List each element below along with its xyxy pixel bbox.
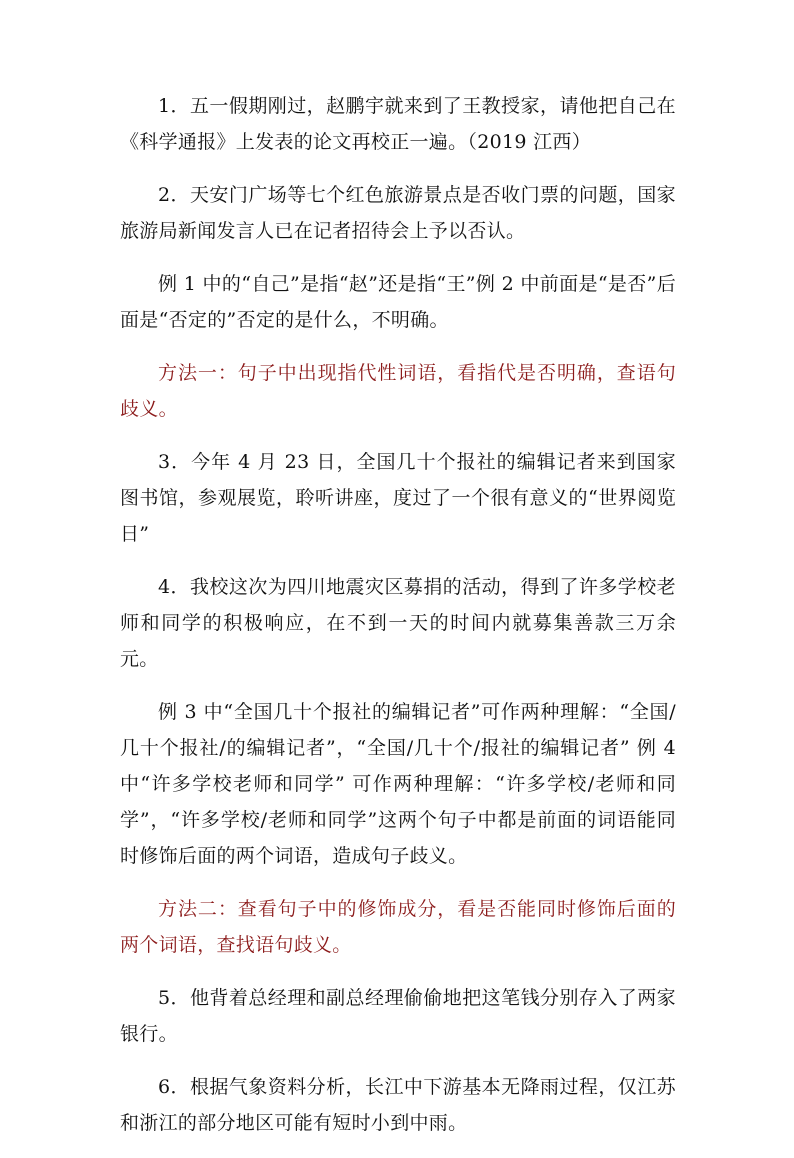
example-sentence-3: 3．今年 4 月 23 日，全国几十个报社的编辑记者来到国家图书馆，参观展览，聆听讲座，度过了一个很有意义的“世界阅览日” xyxy=(120,451,676,545)
example-sentence-6: 6．根据气象资料分析，长江中下游基本无降雨过程，仅江苏和浙江的部分地区可能有短时小到中雨。 xyxy=(120,1076,676,1134)
document-page xyxy=(120,88,676,1158)
method-two: 方法二：查看句子中的修饰成分，看是否能同时修饰后面的两个词语，查找语句歧义。 xyxy=(120,898,676,956)
example-sentence-2: 2．天安门广场等七个红色旅游景点是否收门票的问题，国家旅游局新闻发言人已在记者招待会上予以否认。 xyxy=(120,184,676,242)
method-one: 方法一：句子中出现指代性词语，看指代是否明确，查语句歧义。 xyxy=(120,362,676,420)
explanation-1: 例 1 中的“自己”是指“赵”还是指“王”例 2 中前面是“是否”后面是“否定的”否定的是什么，不明确。 xyxy=(120,273,676,331)
example-sentence-5: 5．他背着总经理和副总经理偷偷地把这笔钱分别存入了两家银行。 xyxy=(120,987,676,1045)
example-sentence-4: 4．我校这次为四川地震灾区募捐的活动，得到了许多学校老师和同学的积极响应，在不到一天的时间内就募集善款三万余元。 xyxy=(120,576,676,670)
example-sentence-1: 1．五一假期刚过，赵鹏宇就来到了王教授家，请他把自己在《科学通报》上发表的论文再校正一遍。（2019 江西） xyxy=(120,95,676,153)
explanation-2: 例 3 中“全国几十个报社的编辑记者”可作两种理解：“全国/几十个报社/的编辑记者”，“全国/几十个/报社的编辑记者” 例 4 中“许多学校老师和同学” 可作两种理解：“许多学校/老师和同学”，“许多学校/老师和同学”这两个句子中都是前面的词语能同时修饰后面的两个词语，造成句子歧义。 xyxy=(120,701,676,867)
